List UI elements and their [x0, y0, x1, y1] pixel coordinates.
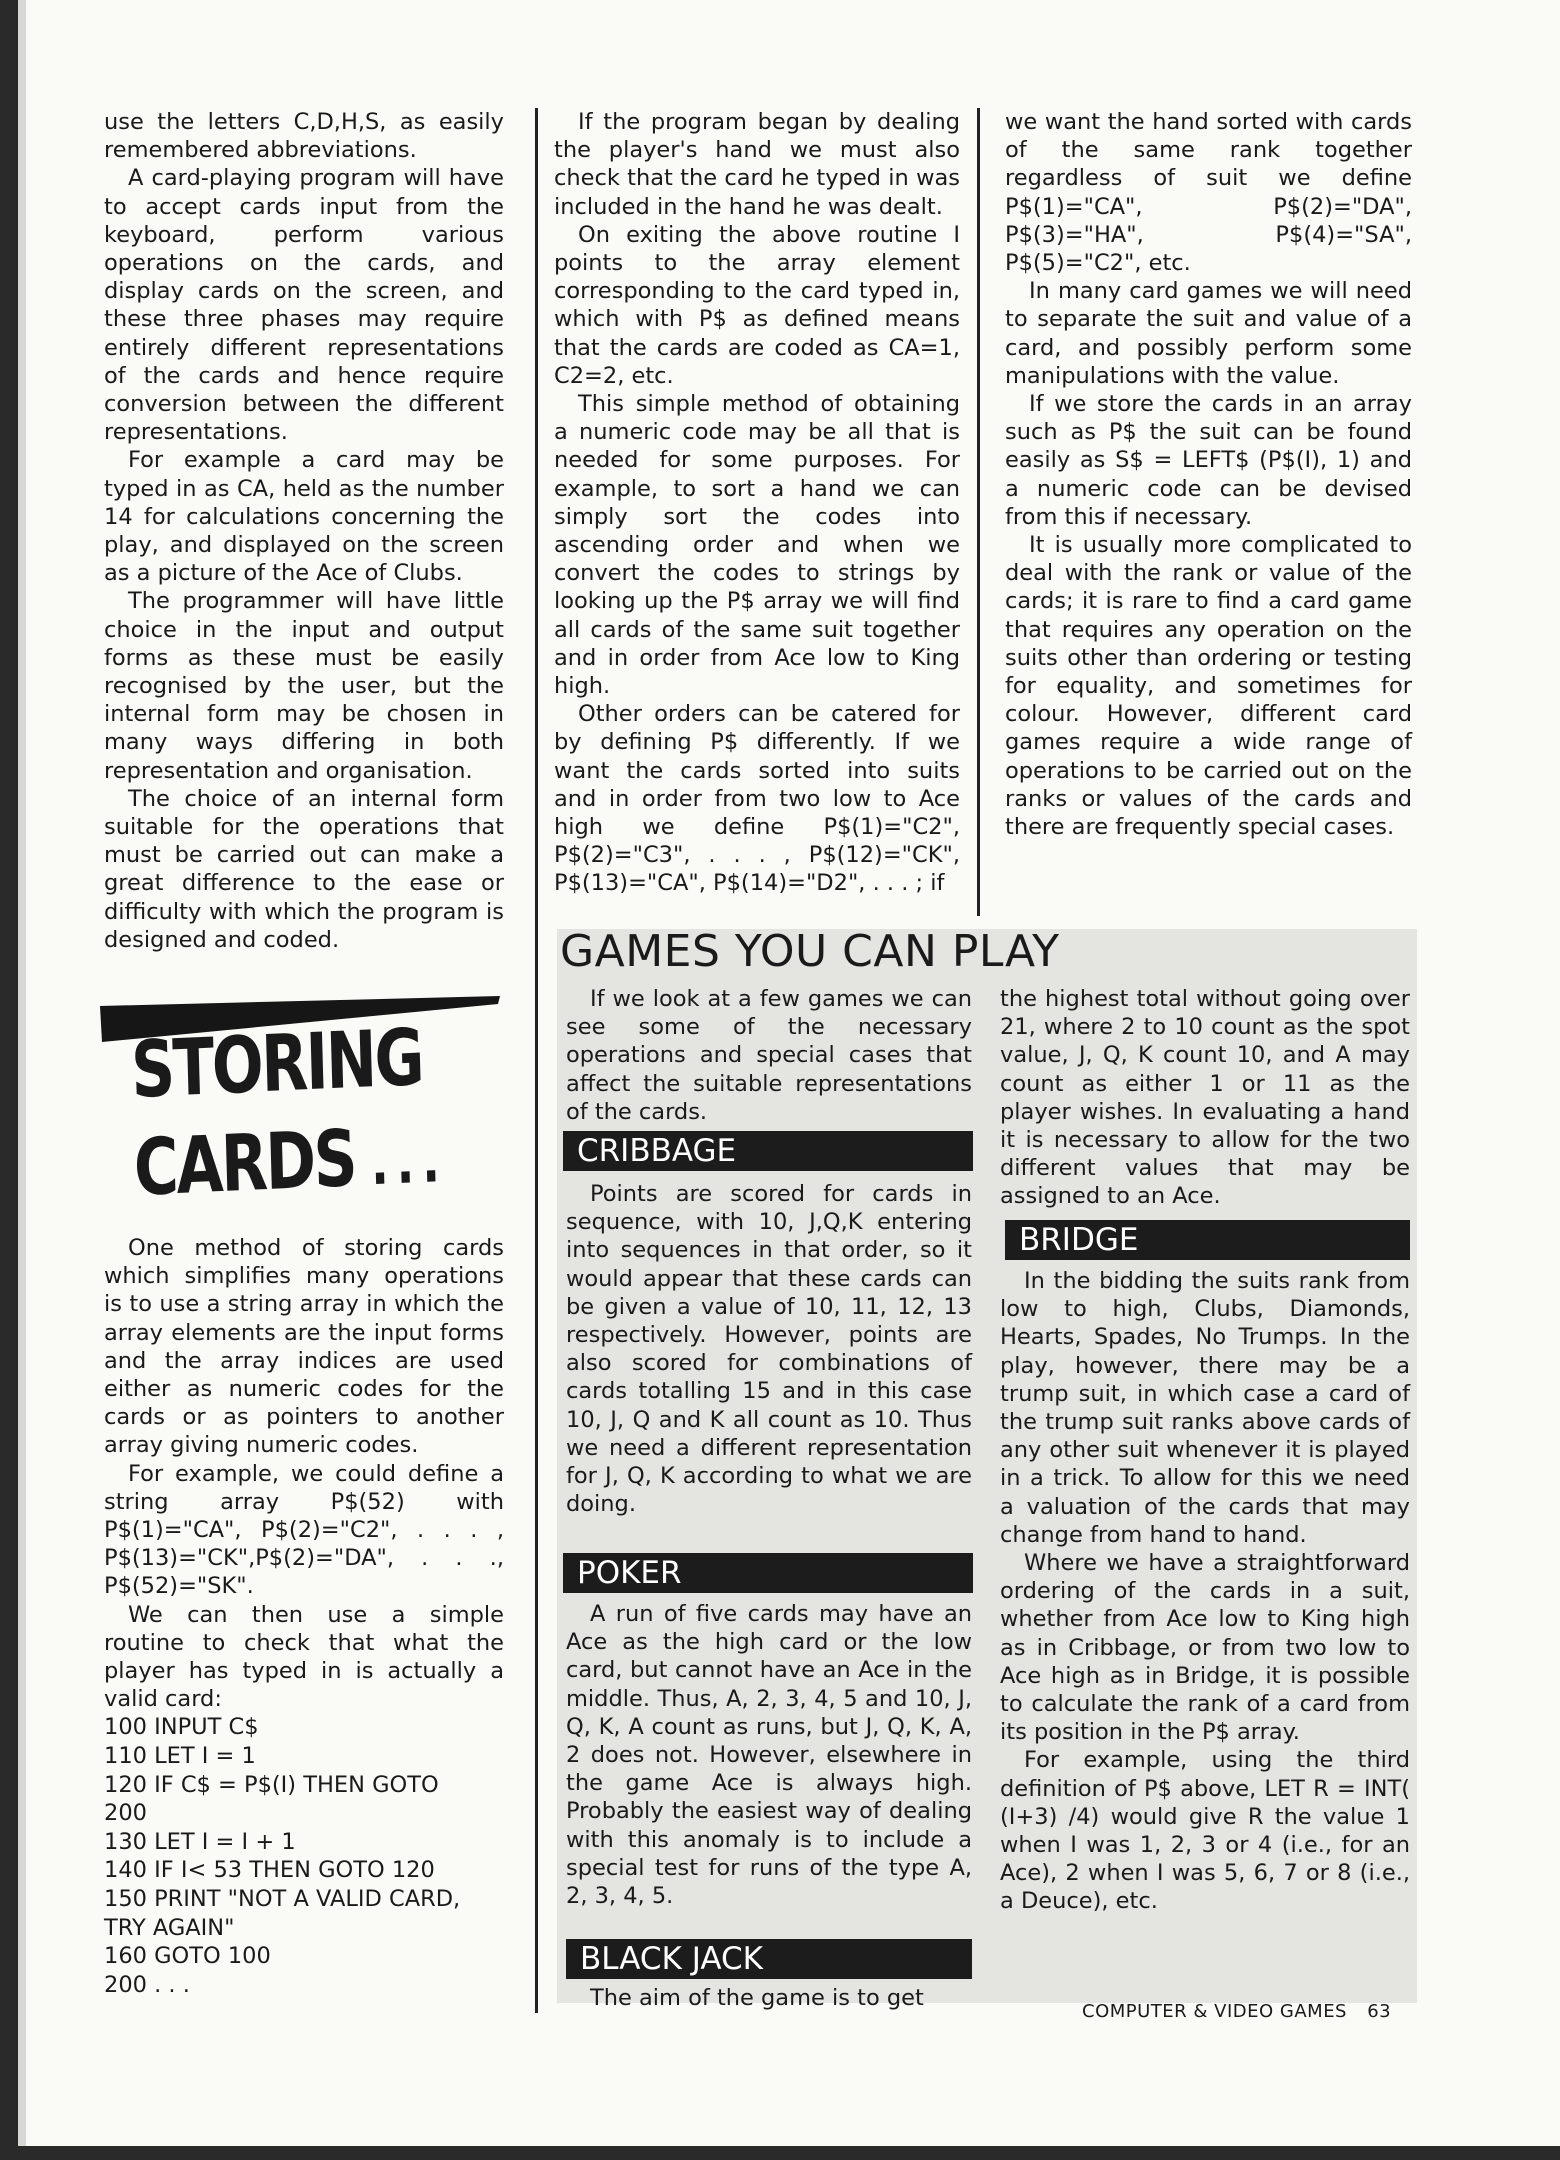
- paragraph: It is usually more complicated to deal with the rank or value of the cards; it is rare to find a card game that requires any operation on the suits other than ordering or testing for equality, and sometimes for colour. However, different card games require a wide range of operations to be carried out on the ranks or values of the cards and there are frequently special cases.: [1005, 532, 1412, 841]
- column-1-lower: [104, 1234, 504, 1999]
- code-line: 130 LET I = I + 1: [104, 1828, 296, 1855]
- column-divider: [977, 108, 980, 916]
- code-line: 160 GOTO 100: [104, 1943, 271, 1970]
- blackjack-heading: BLACK JACK: [566, 1939, 972, 1979]
- paragraph: One method of storing cards which simplifies many operations is to use a string array in which the array elements are the input forms and the array indices are used either as numeric codes for the cards or as pointers to another array giving numeric codes.: [104, 1235, 504, 1459]
- paragraph: In the bidding the suits rank from low to high, Clubs, Diamonds, Hearts, Spades, No Trumps. In the play, however, there may be a trump suit, in which case a card of the trump suit ranks above cards of any other suit whenever it is played in a trick. To allow for this we need a valuation of the cards that may change from hand to hand.: [1000, 1268, 1410, 1548]
- column-1: [104, 108, 504, 954]
- paragraph: For example a card may be typed in as CA, held as the number 14 for calculations concerning the play, and displayed on the screen as a picture of the Ace of Clubs.: [104, 447, 504, 587]
- cribbage-heading: CRIBBAGE: [563, 1131, 973, 1171]
- paragraph: The choice of an internal form suitable for the operations that must be carried out can make a great difference to the ease or difficulty with which the program is designed and coded.: [104, 785, 504, 953]
- code-line: 200 . . .: [104, 1971, 190, 1998]
- paragraph: For example, using the third definition of P$ above, LET R = INT( (I+3) /4) would give R the value 1 when I was 1, 2, 3 or 4 (i.e., for an Ace), 2 when I was 5, 6, 7 or 8 (i.e., a Deuce), etc.: [1000, 1747, 1410, 1915]
- paragraph: Other orders can be catered for by defining P$ differently. If we want the cards sorted into suits and in order from two low to Ace high we define P$(1)="C2", P$(2)="C3", . . . , P$(12)="CK", P$(13)="CA", P$(14)="D2", . . . ; if: [554, 701, 960, 897]
- poker-section: [566, 1600, 972, 1910]
- paragraph: If we look at a few games we can see some of the necessary operations and special cases that affect the suitable representations of the cards.: [566, 986, 972, 1125]
- bridge-section: [1000, 1267, 1410, 1916]
- paragraph: Points are scored for cards in sequence, with 10, J,Q,K entering into sequences in that order, so it would appear that these cards can be given a value of 10, 11, 12, 13 respectively. However, points are also scored for combinations of cards totalling 15 and in this case 10, J, Q and K all count as 10. Thus we need a different representation for J, Q, K according to what we are doing.: [566, 1181, 972, 1518]
- paragraph: A card-playing program will have to accept cards input from the keyboard, perform various operations on the cards, and display cards on the screen, and these three phases may require entirely different representations of the cards and hence require conversion between the different representations.: [104, 165, 504, 446]
- code-line: 110 LET I = 1: [104, 1743, 256, 1770]
- paragraph: This simple method of obtaining a numeric code may be all that is needed for some purposes. For example, to sort a hand we can simply sort the codes into ascending order and when we convert the codes to strings by looking up the P$ array we will find all cards of the same suit together and in order from Ace low to King high.: [554, 391, 960, 700]
- paragraph: We can then use a simple routine to check that what the player has typed in is actually a valid card:: [104, 1601, 504, 1713]
- paragraph: The aim of the game is to get: [590, 1985, 924, 2011]
- code-line: 200: [104, 1800, 147, 1827]
- code-listing: [104, 1713, 504, 1999]
- paragraph: In many card games we will need to separate the suit and value of a card, and possibly perform some manipulations with the value.: [1005, 278, 1412, 389]
- games-intro: [566, 985, 972, 1126]
- paragraph: For example, we could define a string array P$(52) with P$(1)="CA", P$(2)="C2", . . . , P$(13)="CK",P$(2)="DA", . . ., P$(52)="SK".: [104, 1460, 504, 1600]
- paragraph: A run of five cards may have an Ace as the high card or the low card, but cannot have an Ace in the middle. Thus, A, 2, 3, 4, 5 and 10, J, Q, K, A count as runs, but J, Q, K, A, 2 does not. However, elsewhere in the game Ace is always high. Probably the easiest way of dealing with this anomaly is to include a special test for runs of the type A, 2, 3, 4, 5.: [566, 1601, 972, 1910]
- code-line: TRY AGAIN": [104, 1914, 235, 1941]
- paragraph: we want the hand sorted with cards of the same rank together regardless of suit we define P$(1)="CA", P$(2)="DA", P$(3)="HA", P$(4)="SA", P$(5)="C2", etc.: [1005, 109, 1412, 277]
- paragraph: If the program began by dealing the player's hand we must also check that the card he typed in was included in the hand he was dealt.: [554, 109, 960, 220]
- heading-line-1: STORING: [130, 1012, 424, 1116]
- heading-dots: ...: [369, 1125, 449, 1200]
- code-line: 120 IF C$ = P$(I) THEN GOTO: [104, 1771, 439, 1798]
- paragraph: Where we have a straightforward ordering of the cards in a suit, whether from Ace low to King high as in Cribbage, or from two low to Ace high as in Bridge, it is possible to calculate the rank of a card from its position in the P$ array.: [1000, 1550, 1410, 1746]
- code-line: 150 PRINT "NOT A VALID CARD,: [104, 1886, 461, 1913]
- paragraph: use the letters C,D,H,S, as easily remembered abbreviations.: [104, 109, 504, 164]
- column-divider: [535, 108, 538, 2013]
- binding-edge: [0, 0, 18, 2160]
- games-title: GAMES YOU CAN PLAY: [560, 926, 1060, 977]
- storing-cards-heading: [130, 1008, 449, 1224]
- paragraph: If we store the cards in an array such as P$ the suit can be found easily as S$ = LEFT$ (P$(I), 1) and a numeric code can be devised from this if necessary.: [1005, 391, 1412, 530]
- page-bottom-edge: [0, 2146, 1560, 2160]
- heading-line-2: CARDS: [132, 1114, 357, 1214]
- paragraph: The programmer will have little choice in the input and output forms as these must be easily recognised by the user, but the internal form may be chosen in many ways differing in both representation and organisation.: [104, 588, 504, 784]
- bridge-heading: BRIDGE: [1005, 1220, 1410, 1260]
- binding-shadow: [18, 0, 26, 2160]
- page-footer: [1082, 2001, 1391, 2022]
- paragraph: On exiting the above routine I points to the array element corresponding to the card typed in, which with P$ as defined means that the cards are coded as CA=1, C2=2, etc.: [554, 221, 960, 389]
- page-number: 63: [1367, 2001, 1392, 2022]
- blackjack-section: [566, 1984, 972, 2012]
- column-3: [1005, 108, 1412, 841]
- column-2: [554, 108, 960, 898]
- code-line: 140 IF I< 53 THEN GOTO 120: [104, 1857, 435, 1884]
- code-line: 100 INPUT C$: [104, 1714, 259, 1741]
- cribbage-section: [566, 1180, 972, 1518]
- games-column-b: [1000, 985, 1410, 1211]
- magazine-title: COMPUTER & VIDEO GAMES: [1082, 2001, 1347, 2022]
- poker-heading: POKER: [563, 1553, 973, 1593]
- paragraph: the highest total without going over 21, where 2 to 10 count as the spot value, J, Q, K count 10, and A may count as either 1 or 11 as the player wishes. In evaluating a hand it is necessary to allow for the two different values that may be assigned to an Ace.: [1000, 986, 1410, 1210]
